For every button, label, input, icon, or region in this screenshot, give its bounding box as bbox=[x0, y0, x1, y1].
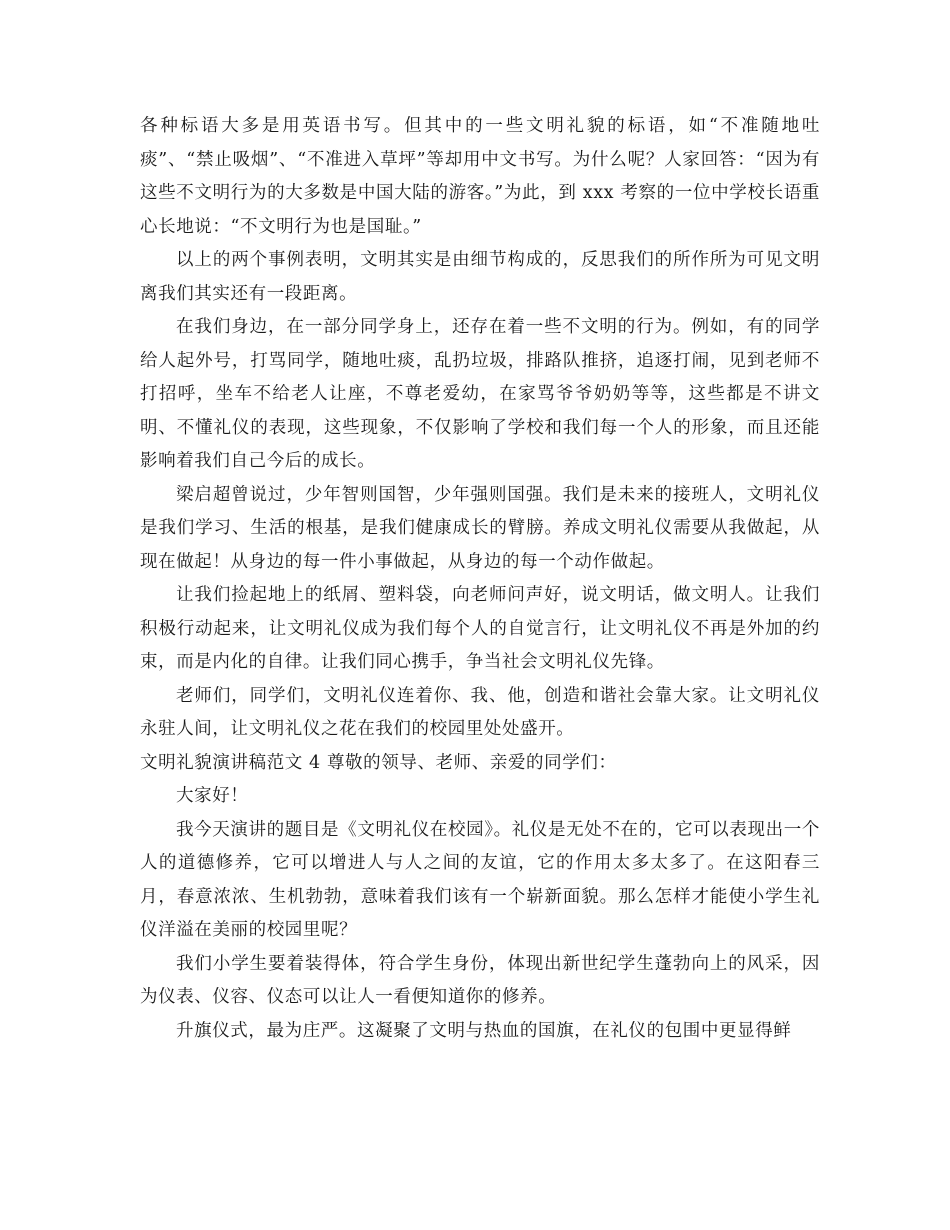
paragraph-9: 升旗仪式，最为庄严。这凝聚了文明与热血的国旗，在礼仪的包围中更显得鲜 bbox=[176, 1020, 792, 1041]
paragraph-3: 在我们身边，在一部分同学身上，还存在着一些不文明的行为。例如，有的同学给人起外号，打骂同学，随地吐痰，乱扔垃圾，排路队推挤，追逐打闹，见到老师不打招呼，坐车不给老人让座，不尊老爱幼，在家骂爷爷奶奶等等，这些都是不讲文明、不懂礼仪的表现，这些现象，不仅影响了学校和我们每一个人的形象，而且还能影响着我们自己今后的成长。 bbox=[140, 317, 820, 471]
paragraph-7: 我今天演讲的题目是《文明礼仪在校园》。礼仪是无处不在的，它可以表现出一个人的道德修养，它可以增进人与人之间的友谊，它的作用太多太多了。在这阳春三月，春意浓浓、生机勃勃，意味着我们该有一个崭新面貌。那么怎样才能使小学生礼仪洋溢在美丽的校园里呢？ bbox=[140, 819, 820, 940]
paragraph-5: 让我们捡起地上的纸屑、塑料袋，向老师问声好，说文明话，做文明人。让我们积极行动起来，让文明礼仪成为我们每个人的自觉言行，让文明礼仪不再是外加的约束，而是内化的自律。让我们同心携手，争当社会文明礼仪先锋。 bbox=[140, 585, 820, 672]
paragraph-8: 我们小学生要着装得体，符合学生身份，体现出新世纪学生蓬勃向上的风采，因为仪表、仪容、仪态可以让人一看便知道你的修养。 bbox=[140, 953, 820, 1007]
section-heading: 文明礼貌演讲稿范文 4 尊敬的领导、老师、亲爱的同学们： bbox=[140, 752, 617, 773]
paragraph-4: 梁启超曾说过，少年智则国智，少年强则国强。我们是未来的接班人，文明礼仪是我们学习、生活的根基，是我们健康成长的臂膀。养成文明礼仪需要从我做起，从现在做起！从身边的每一件小事做起，从身边的每一个动作做起。 bbox=[140, 484, 820, 572]
paragraph-1: 各种标语大多是用英语书写。但其中的一些文明礼貌的标语，如“不准随地吐痰”、“禁止吸烟”、“不准进入草坪”等却用中文书写。为什么呢？人家回答：“因为有这些不文明行为的大多数是中国大陆的游客。”为此，到 xxx 考察的一位中学校长语重心长地说：“不文明行为也是国耻。” bbox=[140, 116, 820, 237]
greeting: 大家好！ bbox=[176, 786, 249, 806]
paragraph-6: 老师们，同学们，文明礼仪连着你、我、他，创造和谐社会靠大家。让文明礼仪永驻人间，让文明礼仪之花在我们的校园里处处盛开。 bbox=[140, 685, 820, 739]
document-body bbox=[140, 110, 820, 1048]
paragraph-2: 以上的两个事例表明，文明其实是由细节构成的，反思我们的所作所为可见文明离我们其实还有一段距离。 bbox=[140, 250, 820, 304]
